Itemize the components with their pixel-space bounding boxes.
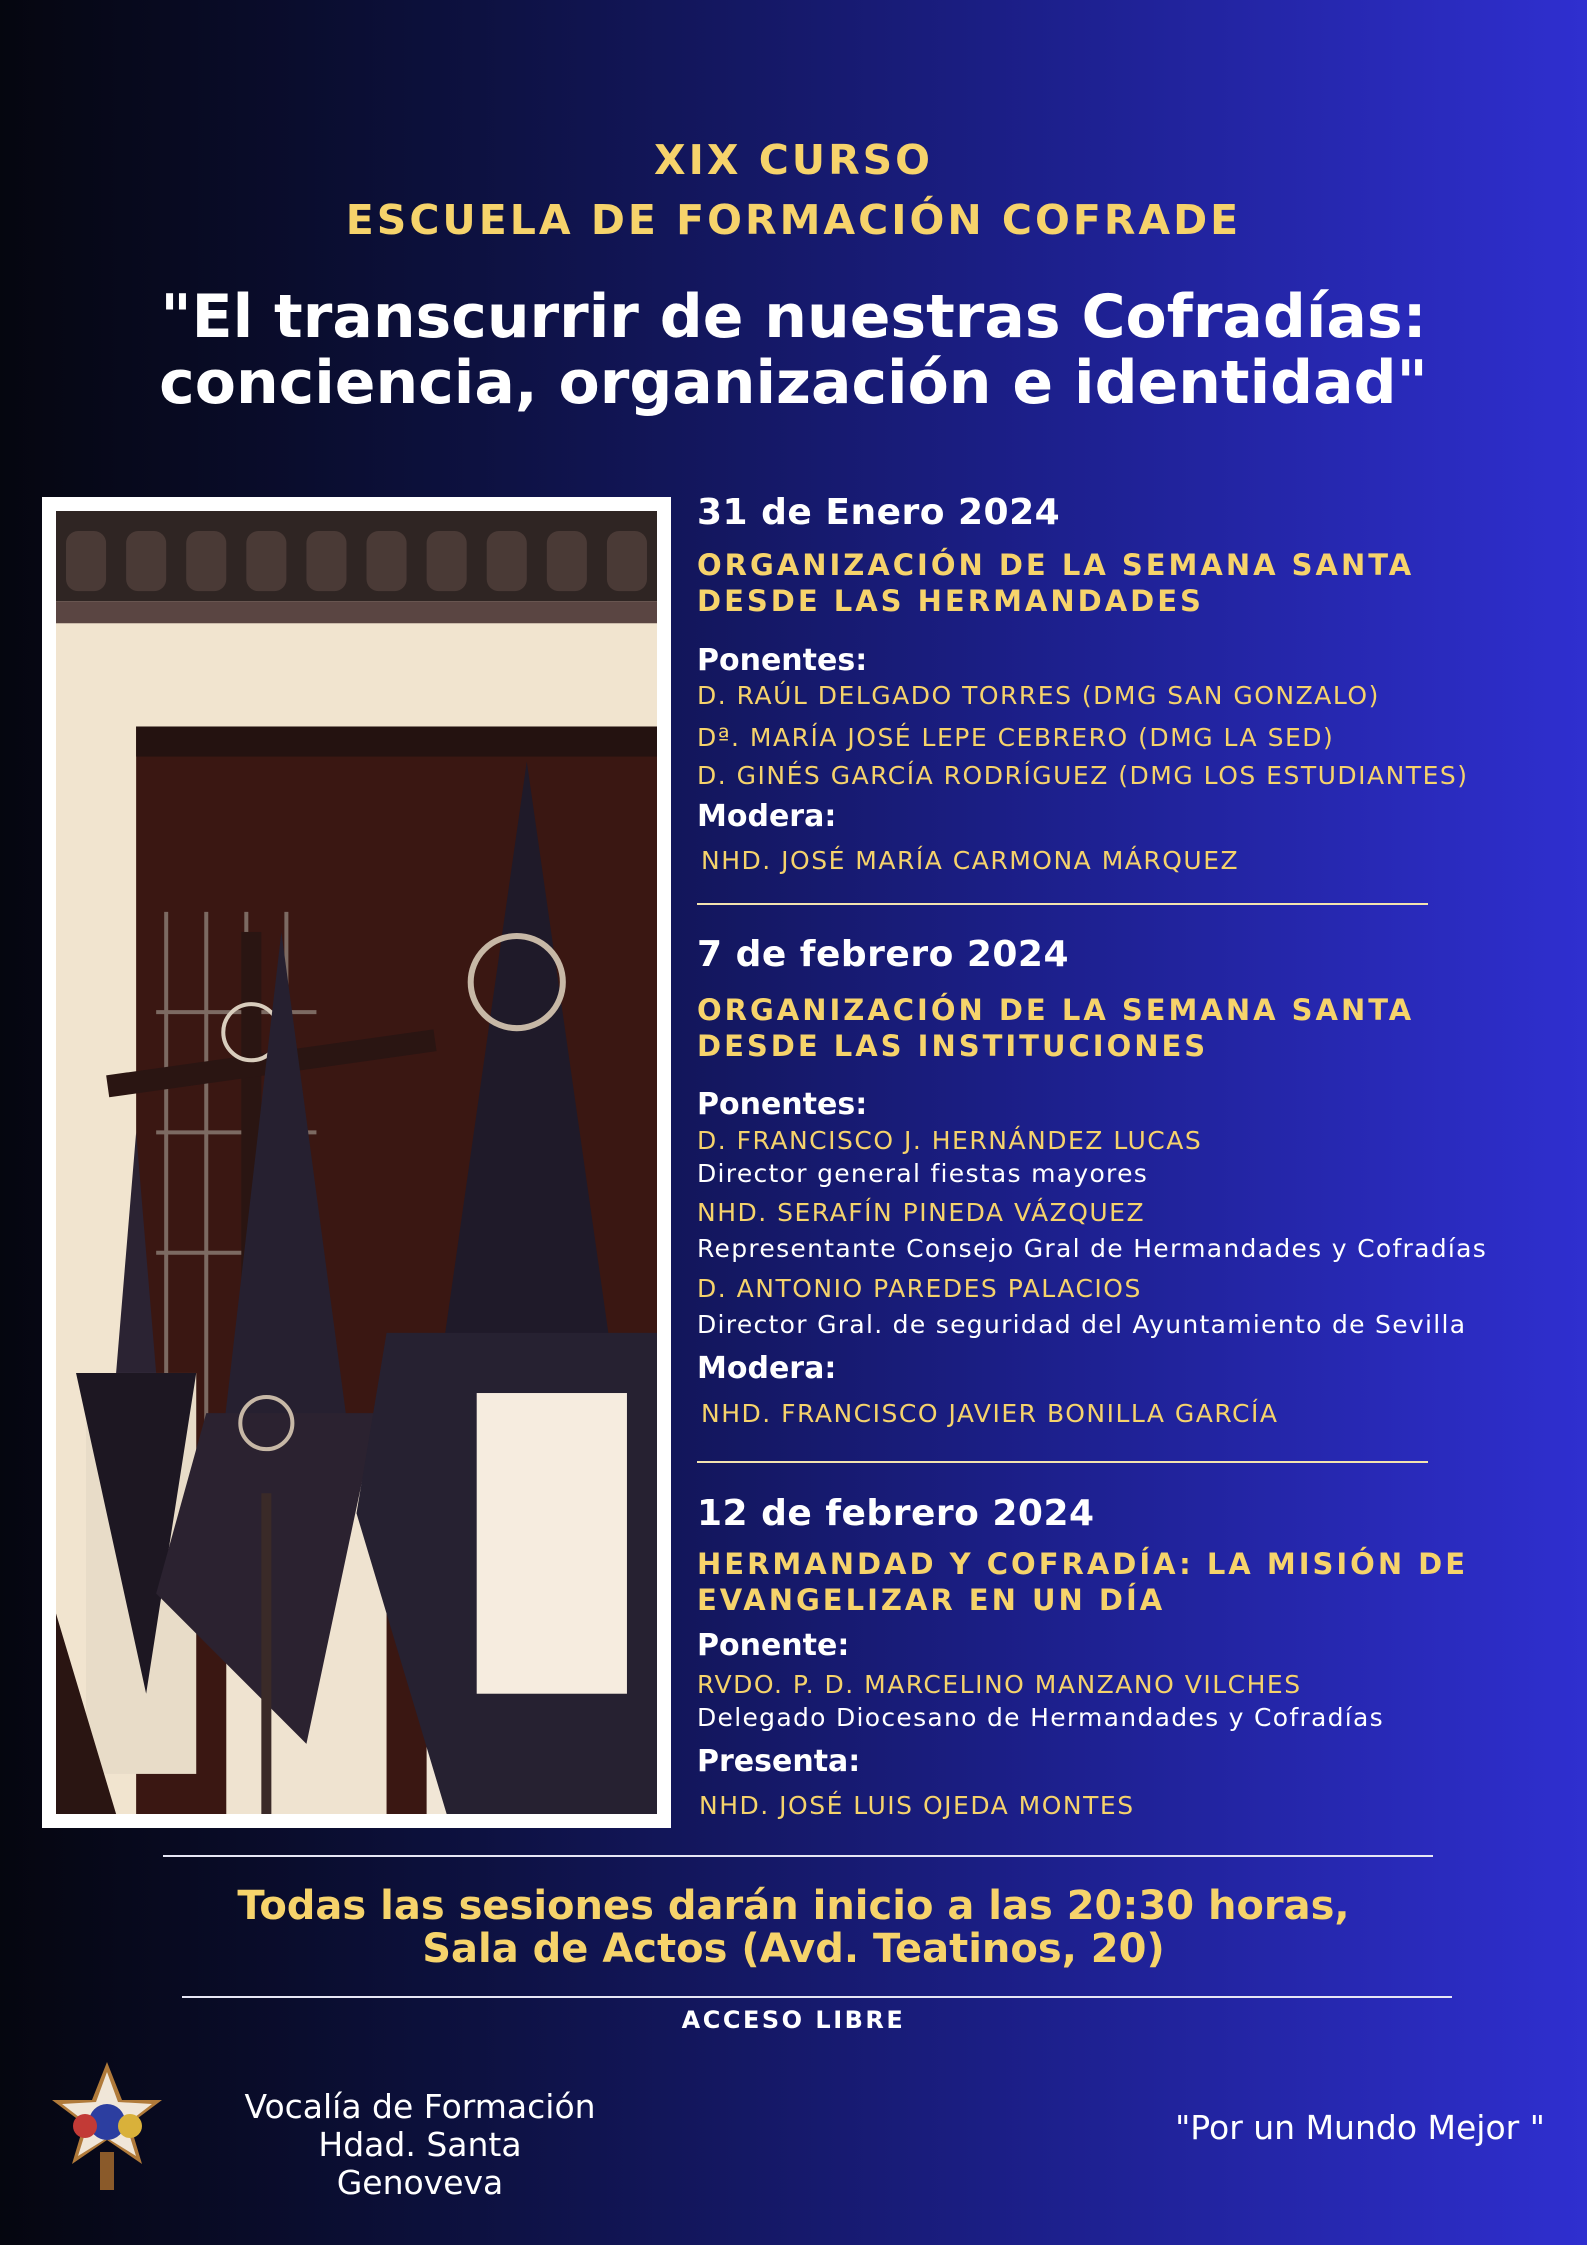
session1-speaker-1: D. RAÚL DELGADO TORRES (DMG SAN GONZALO) <box>697 681 1380 710</box>
session1-speakers-label: Ponentes: <box>697 643 868 678</box>
session2-moderator-label: Modera: <box>697 1351 837 1386</box>
access-label: ACCESO LIBRE <box>681 2006 906 2034</box>
session1-title <box>697 547 1547 619</box>
session2-speaker-1: D. FRANCISCO J. HERNÁNDEZ LUCAS <box>697 1126 1203 1155</box>
schedule-notice-line1: Todas las sesiones darán inicio a las 20:30 horas, <box>237 1883 1350 1929</box>
divider <box>697 903 1428 905</box>
session2-speaker-3-role: Director Gral. de seguridad del Ayuntamiento de Sevilla <box>697 1310 1467 1339</box>
session1-moderator: NHD. JOSÉ MARÍA CARMONA MÁRQUEZ <box>701 846 1240 875</box>
school-name: ESCUELA DE FORMACIÓN COFRADE <box>345 196 1242 244</box>
session3-date: 12 de febrero 2024 <box>697 1493 1095 1534</box>
session2-title-line2: DESDE LAS INSTITUCIONES <box>697 1029 1209 1063</box>
session3-title-line2: EVANGELIZAR EN UN DÍA <box>697 1583 1166 1617</box>
divider <box>163 1855 1433 1857</box>
session1-speaker-3: D. GINÉS GARCÍA RODRÍGUEZ (DMG LOS ESTUDIANTES) <box>697 761 1469 790</box>
session1-title-line1: ORGANIZACIÓN DE LA SEMANA SANTA <box>697 548 1415 582</box>
divider <box>182 1996 1452 1998</box>
course-label: XIX CURSO <box>653 136 934 184</box>
schedule-notice <box>0 1885 1587 1971</box>
session3-speakers-label: Ponente: <box>697 1628 850 1663</box>
session3-presenter: NHD. JOSÉ LUIS OJEDA MONTES <box>699 1791 1135 1820</box>
organizer-line2: Hdad. Santa Genoveva <box>318 2125 522 2202</box>
divider <box>697 1461 1428 1463</box>
nazarenos-procession-photo <box>56 511 657 1814</box>
motto: "Por un Mundo Mejor " <box>1175 2108 1545 2147</box>
session3-speaker-1-role: Delegado Diocesano de Hermandades y Cofradías <box>697 1703 1385 1732</box>
session2-title <box>697 992 1547 1064</box>
session3-title <box>697 1546 1547 1618</box>
session2-speakers-label: Ponentes: <box>697 1087 868 1122</box>
course-title <box>0 284 1587 416</box>
course-title-line2: conciencia, organización e identidad" <box>159 348 1428 418</box>
schedule-notice-line2: Sala de Actos (Avd. Teatinos, 20) <box>422 1926 1165 1972</box>
session1-moderator-label: Modera: <box>697 799 837 834</box>
session2-speaker-1-role: Director general fiestas mayores <box>697 1159 1149 1188</box>
session1-date: 31 de Enero 2024 <box>697 492 1061 533</box>
session2-date: 7 de febrero 2024 <box>697 934 1070 975</box>
session3-presenter-label: Presenta: <box>697 1744 861 1779</box>
session2-moderator: NHD. FRANCISCO JAVIER BONILLA GARCÍA <box>701 1399 1279 1428</box>
session2-speaker-3: D. ANTONIO PAREDES PALACIOS <box>697 1274 1142 1303</box>
session2-title-line1: ORGANIZACIÓN DE LA SEMANA SANTA <box>697 993 1415 1027</box>
photo-frame <box>42 497 671 1828</box>
session1-speaker-2: Dª. MARÍA JOSÉ LEPE CEBRERO (DMG LA SED) <box>697 723 1335 752</box>
session3-title-line1: HERMANDAD Y COFRADÍA: LA MISIÓN DE <box>697 1547 1469 1581</box>
session2-speaker-2-role: Representante Consejo Gral de Hermandades y Cofradías <box>697 1234 1488 1263</box>
organizer <box>230 2088 610 2202</box>
nazarenos-photo <box>56 511 657 1814</box>
brotherhood-crest-icon <box>40 2060 175 2195</box>
course-title-line1: "El transcurrir de nuestras Cofradías: <box>160 282 1427 352</box>
organizer-line1: Vocalía de Formación <box>244 2087 596 2126</box>
session2-speaker-2: NHD. SERAFÍN PINEDA VÁZQUEZ <box>697 1198 1146 1227</box>
session1-title-line2: DESDE LAS HERMANDADES <box>697 584 1204 618</box>
session3-speaker-1: RVDO. P. D. MARCELINO MANZANO VILCHES <box>697 1670 1302 1699</box>
